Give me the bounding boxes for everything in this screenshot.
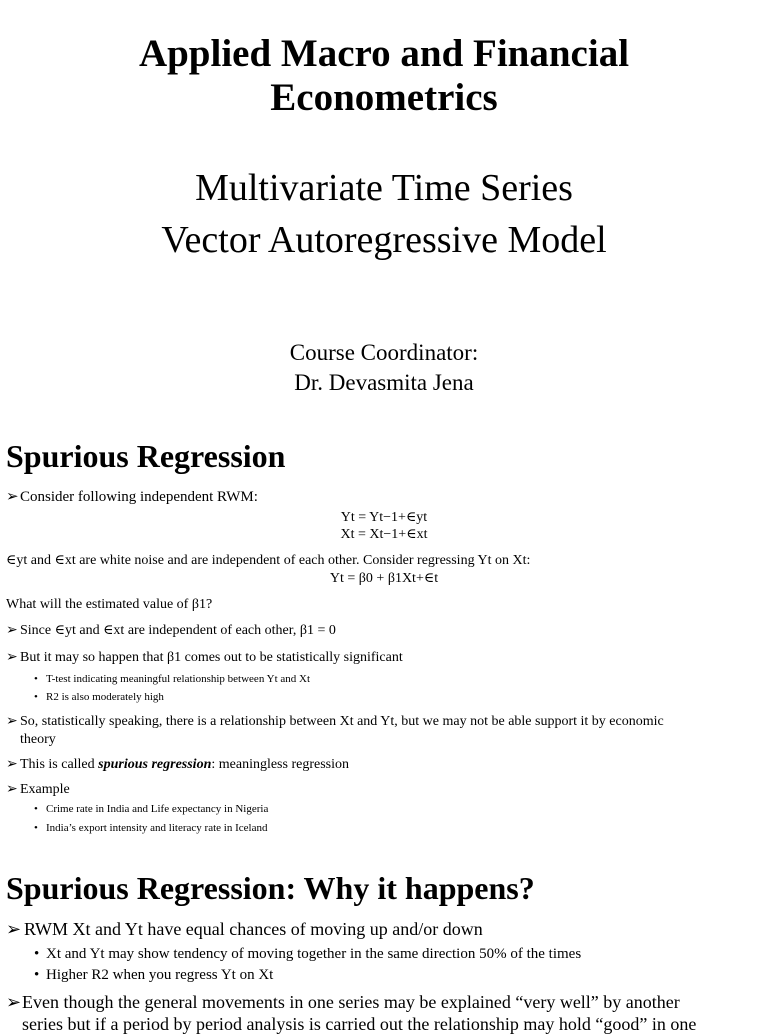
page-title [0, 32, 768, 120]
arrow-bullet-icon: ➢ [6, 714, 18, 729]
equation-y: Yt = Yt−1+∈yt [340, 510, 428, 525]
equation-regression: Yt = β0 + β1Xt+∈t [329, 571, 439, 586]
arrow-bullet-icon: ➢ [6, 757, 18, 772]
dot-bullet-icon: • [34, 673, 38, 685]
even-line: ➢Even though the general movements in one series may be explained “very well” by another [6, 992, 680, 1012]
dot-bullet-icon: • [34, 803, 38, 815]
arrow-bullet-icon: ➢ [6, 650, 18, 665]
white-noise-line: ∈yt and ∈xt are white noise and are independent of each other. Consider regressing Yt on Xt: [6, 553, 531, 568]
arrow-bullet-icon: ➢ [6, 992, 22, 1012]
coordinator [0, 338, 768, 398]
section2-heading: Spurious Regression: Why it happens? [6, 870, 535, 906]
title-line2: Econometrics [270, 76, 498, 119]
subtitle-line2: Vector Autoregressive Model [161, 219, 607, 261]
coordinator-label: Course Coordinator: [289, 340, 479, 365]
section1-heading: Spurious Regression [6, 438, 286, 474]
dot-bullet-icon: • [34, 967, 40, 983]
example-item-1: • Crime rate in India and Life expectancy in Nigeria [34, 803, 269, 815]
consider-line: ➢Consider following independent RWM: [6, 489, 258, 505]
so-line: ➢ So, statistically speaking, there is a relationship between Xt and Yt, but we may not be able support it by economic [6, 714, 664, 729]
arrow-bullet-icon: ➢ [6, 782, 18, 797]
example-line: ➢ Example [6, 782, 70, 797]
ttest-item: • T-test indicating meaningful relationship between Yt and Xt [34, 673, 311, 685]
since-line: ➢ Since ∈yt and ∈xt are independent of each other, β1 = 0 [6, 623, 336, 638]
arrow-bullet-icon: ➢ [6, 623, 18, 638]
r2-item: • R2 is also moderately high [34, 691, 164, 703]
dot-bullet-icon: • [34, 691, 38, 703]
called-line: ➢ This is called spurious regression: meaningless regression [6, 757, 349, 772]
but-line: ➢ But it may so happen that β1 comes out to be statistically significant [6, 650, 403, 665]
even-line-cont: series but if a period by period analysis is carried out the relationship may hold “good” in one [22, 1014, 697, 1034]
equation-x: Xt = Xt−1+∈xt [340, 527, 428, 542]
arrow-bullet-icon: ➢ [6, 489, 19, 505]
rwm-sub-2: • Higher R2 when you regress Yt on Xt [34, 967, 274, 983]
arrow-bullet-icon: ➢ [6, 919, 22, 939]
so-line-cont: theory [20, 732, 56, 747]
example-item-2: • India’s export intensity and literacy rate in Iceland [34, 822, 268, 834]
question-line: What will the estimated value of β1? [6, 597, 213, 612]
title-line1: Applied Macro and Financial [138, 32, 630, 75]
rwm-line: ➢ RWM Xt and Yt have equal chances of moving up and/or down [6, 919, 483, 939]
subtitle [0, 162, 768, 266]
rwm-sub-1: • Xt and Yt may show tendency of moving together in the same direction 50% of the times [34, 946, 582, 962]
dot-bullet-icon: • [34, 822, 38, 834]
dot-bullet-icon: • [34, 946, 40, 962]
subtitle-line1: Multivariate Time Series [195, 167, 573, 209]
coordinator-name: Dr. Devasmita Jena [294, 370, 474, 395]
